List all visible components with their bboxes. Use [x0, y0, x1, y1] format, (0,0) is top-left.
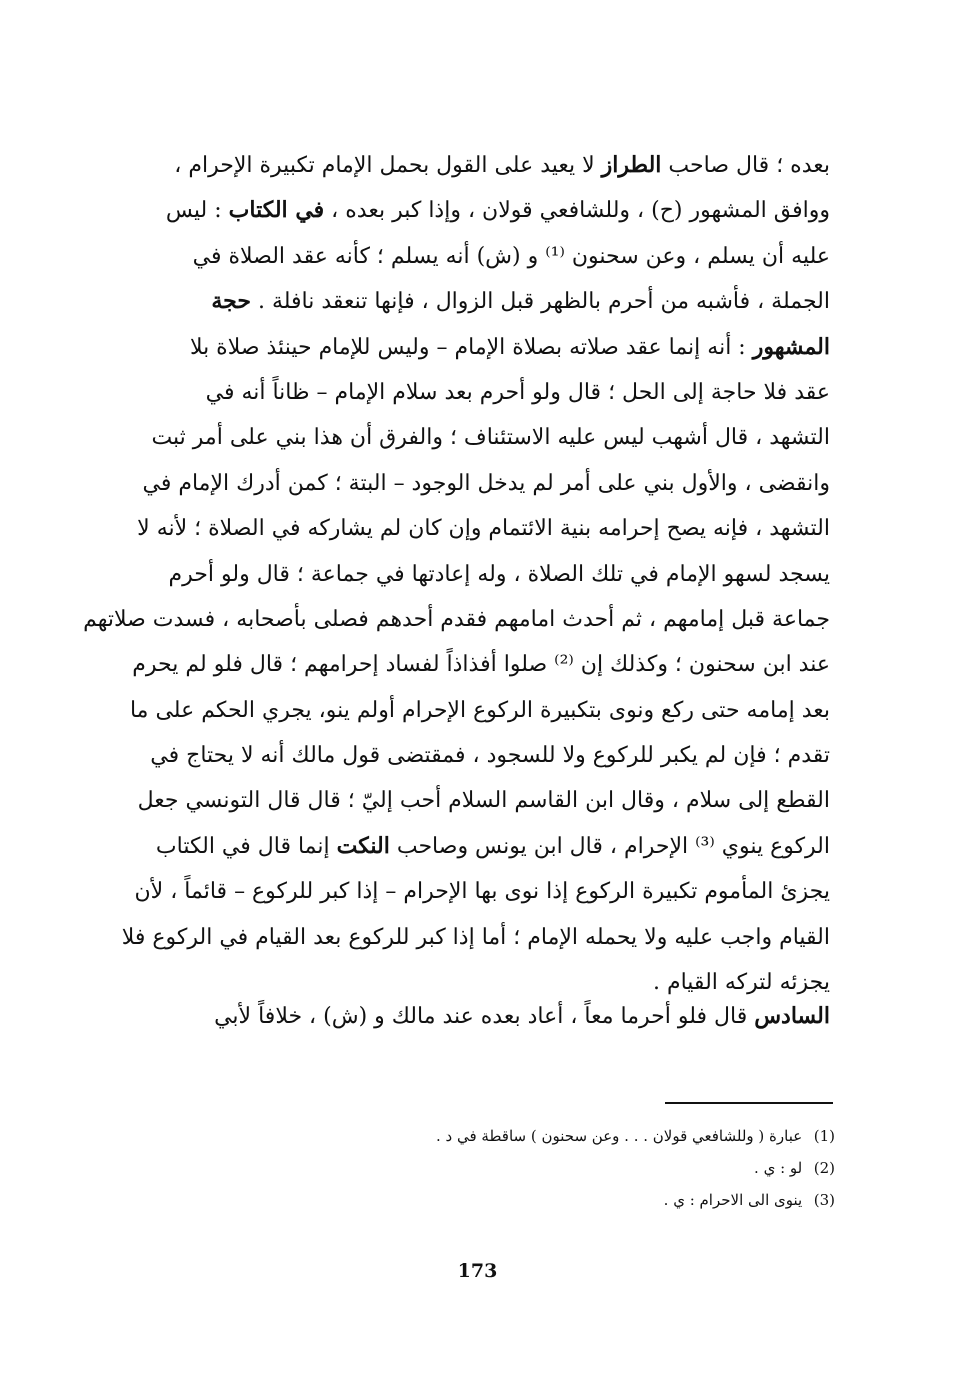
footnote-divider	[665, 1102, 833, 1104]
text-line	[165, 143, 830, 188]
footnote	[330, 1184, 835, 1216]
text-line	[142, 461, 830, 506]
footnote-text: لو : ي .	[754, 1159, 803, 1177]
text-run: إنما قال في الكتاب	[155, 833, 337, 859]
text-run: : أنه إنما عقد صلاته بصلاة الإمام – وليس للإمام حينئذ صلاة بلا	[189, 334, 753, 360]
footnote-number: (2)	[813, 1159, 835, 1177]
text-run: بعد إمامه حتى ركع ونوى بتكبيرة الركوع الإحرام أولم ينو، يجري الحكم على ما	[129, 697, 830, 723]
text-line	[165, 234, 830, 279]
footnote-number: (1)	[813, 1127, 835, 1145]
text-line	[83, 597, 830, 642]
text-line	[121, 915, 830, 960]
text-line	[165, 370, 830, 415]
text-run: التشهد ، قال أشهب ليس عليه الاستئناف ؛ والفرق أن هذا بني على أمر ثبت	[151, 425, 830, 451]
text-line	[150, 733, 830, 778]
bold-term: النكت	[336, 832, 390, 859]
main-text	[83, 143, 830, 1005]
text-run: وانقضى ، والأول بني على أمر لم يدخل الوجود – البتة ؛ كمن أدرك الإمام في	[142, 470, 830, 496]
text-run: لا يعيد على القول بحمل الإمام تكبيرة الإحرام ،	[174, 153, 602, 178]
footnote	[330, 1120, 835, 1152]
text-run: جماعة قبل إمامهم ، ثم أحدث امامهم فقدم أحدهم فصلى بأصحابه ، فسدت صلاتهم	[83, 606, 830, 632]
text-run: عقد فلا حاجة إلى الحل ؛ قال ولو أحرم بعد سلام الإمام – ظاناً أنه في	[205, 379, 830, 405]
text-run: الجملة ، فأشبه من أحرم بالظهر قبل الزوال ، فإنها تنعقد نافلة .	[250, 289, 830, 315]
text-line	[137, 778, 830, 823]
footnote-text: ينوى الى الاحرام : ي .	[663, 1191, 803, 1209]
text-run: يجزئ المأموم تكبيرة الركوع إذا نوى بها الإحرام – إذا كبر للركوع – قائماً ، لأن	[134, 879, 830, 905]
text-line	[151, 415, 830, 460]
footnote-number: (3)	[813, 1191, 835, 1209]
bold-term: الطراز	[601, 152, 662, 178]
bold-term: في الكتاب	[228, 197, 325, 224]
footnote	[330, 1152, 835, 1184]
text-run: يسجد لسهو الإمام في تلك الصلاة ، وله إعادتها في جماعة ؛ قال ولو أحرم	[168, 561, 830, 587]
page-number: 173	[457, 1260, 498, 1282]
text-run: قال فلو أحرما معاً ، أعاد بعده عند مالك و (ش) ، خلافاً لأبي	[214, 1004, 755, 1029]
footnotes	[330, 1120, 835, 1216]
text-line	[155, 824, 830, 869]
text-run: التشهد ، فإنه يصح إحرامه بنية الائتمام وإن كان لم يشاركه في الصلاة ؛ لأنه لا	[137, 516, 830, 542]
bold-term: حجة	[211, 288, 251, 315]
text-run: بعده ؛ قال صاحب	[661, 153, 830, 178]
bold-term: المشهور	[752, 333, 830, 360]
text-run: يجزئه لتركه القيام .	[652, 970, 830, 996]
text-run: القيام واجب عليه ولا يحمله الإمام ؛ أما إذا كبر للركوع بعد القيام في الركوع فلا	[121, 924, 830, 950]
text-run: تقدم ؛ فإن لم يكبر للركوع ولا للسجود ، فمقتضى قول مالك أنه لا يحتاج في	[150, 743, 830, 769]
text-line	[137, 506, 830, 551]
text-run: : ليس	[165, 198, 229, 224]
text-line	[134, 869, 830, 914]
section-heading: السادس	[754, 1003, 830, 1029]
text-line	[165, 552, 830, 597]
text-run: عليه أن يسلم ، وعن سحنون ⁽¹⁾ و (ش) أنه يسلم ؛ كأنه عقد الصلاة في	[192, 243, 830, 269]
footnote-text: عبارة ( وللشافعي قولان . . . وعن سحنون ) ساقطة في د .	[436, 1127, 803, 1145]
text-run: القطع إلى سلام ، وقال ابن القاسم السلام أحب إليّ ؛ قال قال التونسي جعل	[137, 788, 830, 814]
text-run: عند ابن سحنون ؛ وكذلك إن ⁽²⁾ صلوا أفذاذاً لفساد إحرامهم ؛ قال فلو لم يحرم	[132, 652, 830, 678]
text-line	[165, 188, 830, 233]
text-line	[129, 688, 830, 733]
text-run: الركوع ينوي ⁽³⁾ الإحرام ، قال ابن يونس وصاحب	[389, 833, 830, 859]
text-line	[132, 642, 830, 687]
text-line	[165, 279, 830, 324]
text-line	[165, 325, 830, 370]
text-run: ووافق المشهور (ح) ، وللشافعي قولان ، وإذا كبر بعده ،	[324, 198, 830, 224]
section-paragraph	[165, 994, 830, 1039]
